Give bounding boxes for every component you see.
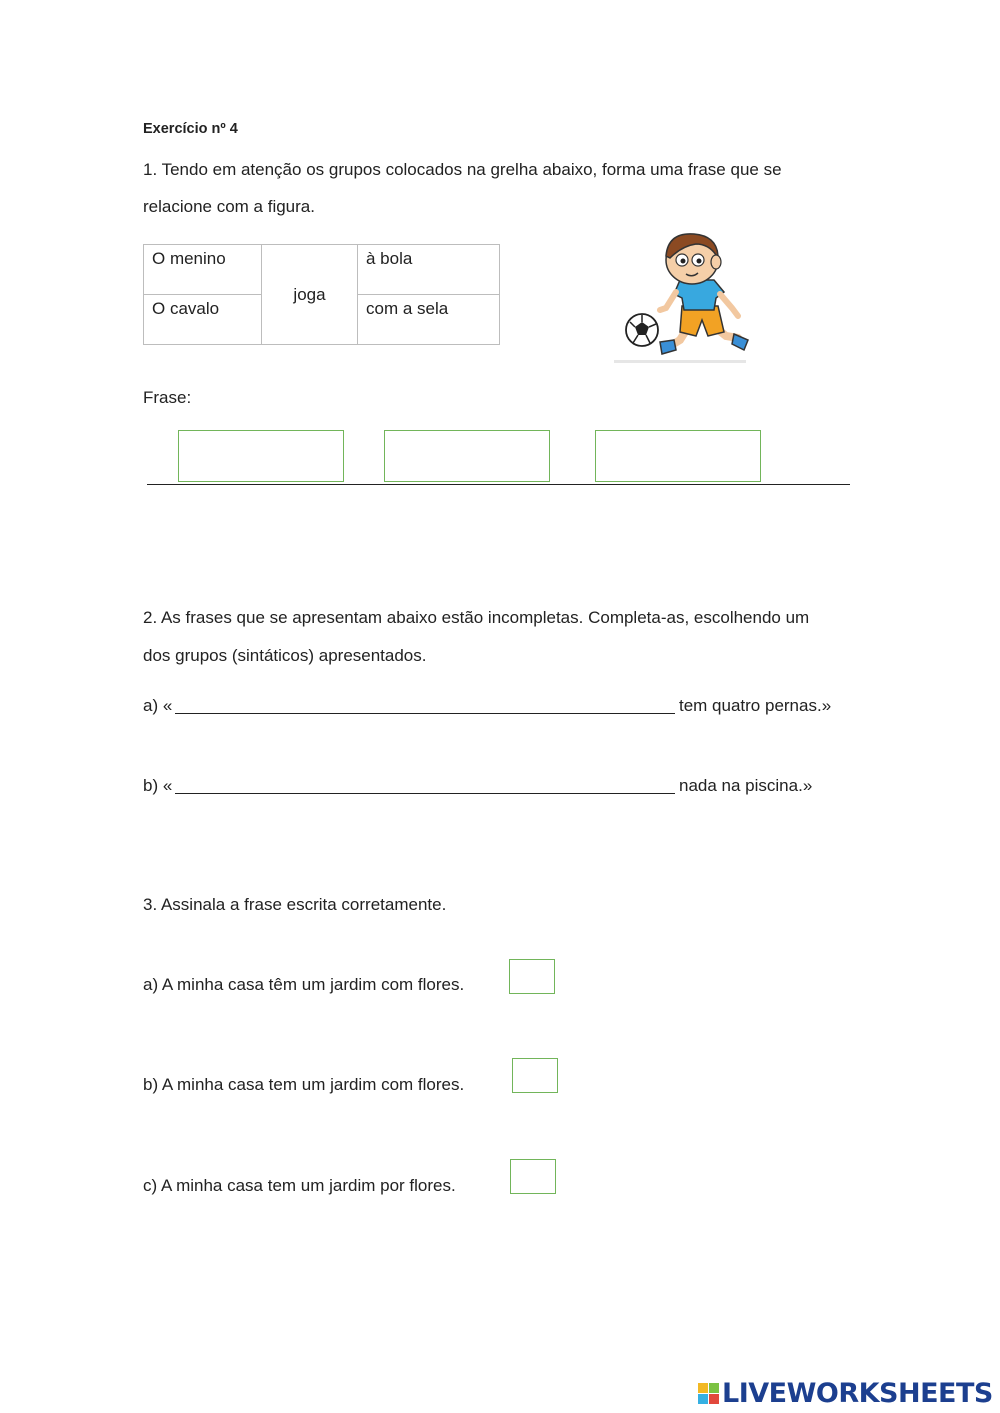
q2b-suffix: nada na piscina.» bbox=[679, 776, 813, 795]
grid-cell-o-cavalo: O cavalo bbox=[144, 295, 262, 345]
exercise-title: Exercício nº 4 bbox=[143, 121, 238, 137]
q3-option-b-label: b) A minha casa tem um jardim com flores. bbox=[143, 1075, 465, 1094]
grid-cell-com-a-sela: com a sela bbox=[358, 295, 500, 345]
frase-label: Frase: bbox=[143, 388, 192, 407]
q2b-blank[interactable] bbox=[175, 793, 675, 794]
grid-cell-a-bola: à bola bbox=[358, 245, 500, 295]
answer-box-2[interactable] bbox=[384, 430, 550, 482]
q3-option-a-label: a) A minha casa têm um jardim com flores. bbox=[143, 975, 465, 994]
q2a-prefix: a) « bbox=[143, 696, 173, 715]
q3-option-a-checkbox[interactable] bbox=[509, 959, 555, 994]
q2a-blank[interactable] bbox=[175, 713, 675, 714]
grid-cell-o-menino: O menino bbox=[144, 245, 262, 295]
q3-text: 3. Assinala a frase escrita corretamente. bbox=[143, 895, 447, 914]
liveworksheets-logo-icon bbox=[698, 1383, 719, 1404]
liveworksheets-logo bbox=[698, 1378, 993, 1408]
q3-option-c-checkbox[interactable] bbox=[510, 1159, 556, 1194]
grid-cell-joga: joga bbox=[262, 245, 358, 345]
q3-option-b-checkbox[interactable] bbox=[512, 1058, 558, 1093]
q2b-prefix: b) « bbox=[143, 776, 173, 795]
q1-text-line2: relacione com a figura. bbox=[143, 197, 315, 216]
q2-text-line1: 2. As frases que se apresentam abaixo estão incompletas. Completa-as, escolhendo um bbox=[143, 608, 810, 627]
boy-kicking-ball-icon bbox=[610, 228, 755, 373]
answer-box-1[interactable] bbox=[178, 430, 344, 482]
frase-underline bbox=[147, 484, 850, 485]
q2a-suffix: tem quatro pernas.» bbox=[679, 696, 832, 715]
answer-box-3[interactable] bbox=[595, 430, 761, 482]
liveworksheets-brand: LIVEWORKSHEETS bbox=[722, 1377, 993, 1409]
q3-option-c-label: c) A minha casa tem um jardim por flores. bbox=[143, 1176, 456, 1195]
word-groups-grid bbox=[143, 244, 500, 345]
q2-text-line2: dos grupos (sintáticos) apresentados. bbox=[143, 646, 427, 665]
q1-text-line1: 1. Tendo em atenção os grupos colocados na grelha abaixo, forma uma frase que se bbox=[143, 160, 782, 179]
